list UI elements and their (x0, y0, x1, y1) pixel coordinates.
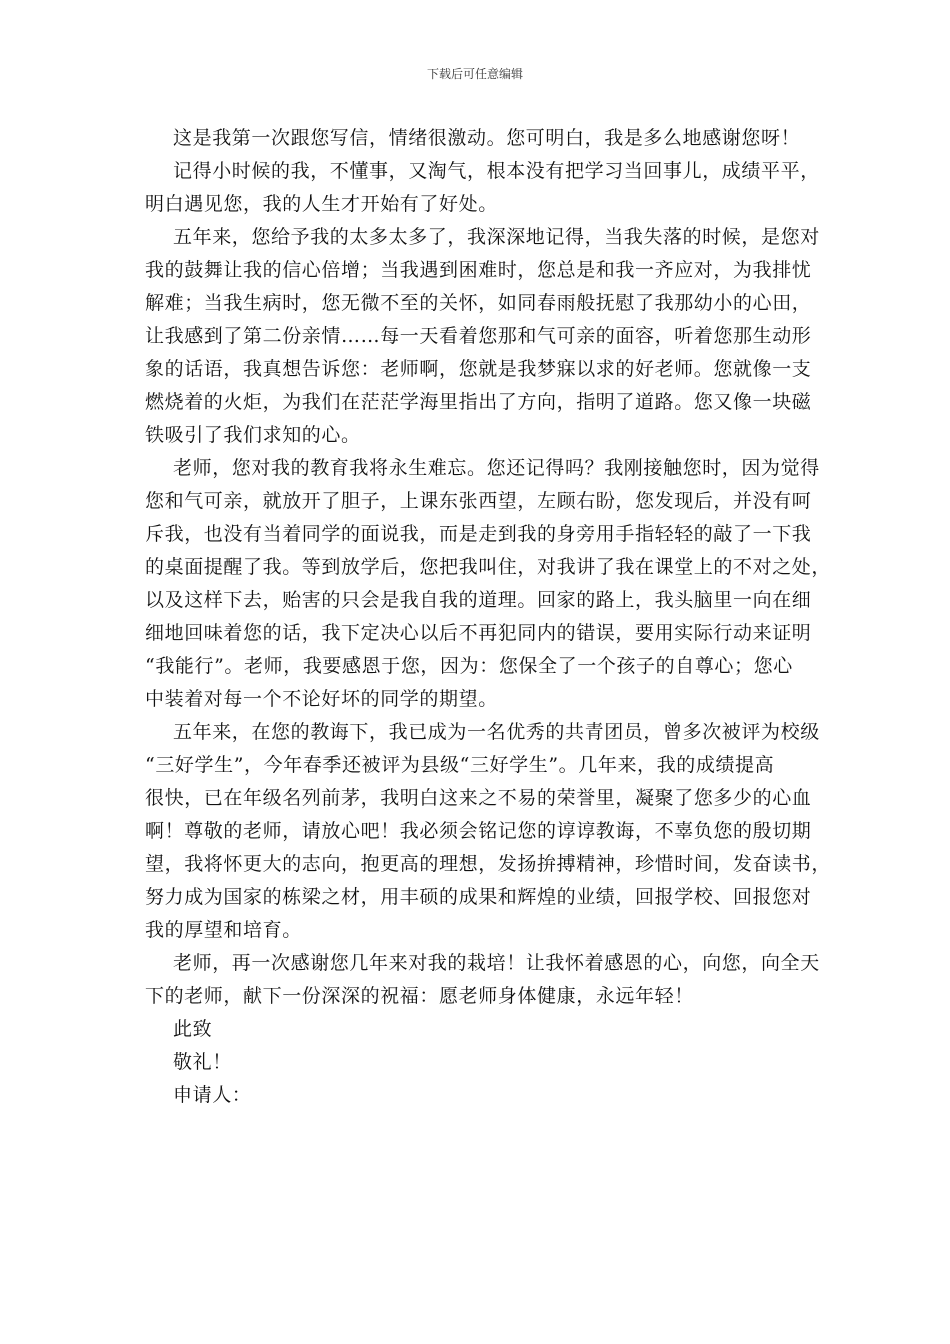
letter-line: 啊！尊敬的老师，请放心吧！我必须会铭记您的谆谆教诲，不辜负您的殷切期 (145, 820, 812, 842)
letter-line: 让我感到了第二份亲情……每一天看着您那和气可亲的面容，听着您那生动形 (145, 325, 812, 347)
letter-line: 斥我，也没有当着同学的面说我，而是走到我的身旁用手指轻轻的敲了一下我 (145, 523, 812, 545)
letter-line: 五年来，您给予我的太多太多了，我深深地记得，当我失落的时候，是您对 (173, 226, 820, 248)
letter-line: 中装着对每一个不论好坏的同学的期望。 (145, 688, 498, 710)
letter-line: 这是我第一次跟您写信，情绪很激动。您可明白，我是多么地感谢您呀！ (173, 127, 801, 149)
letter-line: 老师，再一次感谢您几年来对我的栽培！让我怀着感恩的心，向您，向全天 (173, 952, 820, 974)
letter-line: 望，我将怀更大的志向，抱更高的理想，发扬拚搏精神，珍惜时间，发奋读书， (145, 853, 832, 875)
page-header: 下载后可任意编辑 (426, 67, 523, 81)
letter-line: “三好学生”，今年春季还被评为县级“三好学生”。几年来，我的成绩提高 (145, 754, 775, 776)
letter-line: 以及这样下去，贻害的只会是我自我的道理。回家的路上，我头脑里一向在细 (145, 589, 812, 611)
applicant-label: 申请人： (173, 1084, 252, 1106)
letter-line: 铁吸引了我们求知的心。 (145, 424, 361, 446)
letter-line: 很快，已在年级名列前茅，我明白这来之不易的荣誉里，凝聚了您多少的心血 (145, 787, 812, 809)
letter-line: 象的话语，我真想告诉您：老师啊，您就是我梦寐以求的好老师。您就像一支 (145, 358, 812, 380)
letter-line: 老师，您对我的教育我将永生难忘。您还记得吗？我刚接触您时，因为觉得 (173, 457, 820, 479)
letter-line: 努力成为国家的栋梁之材，用丰硕的成果和辉煌的业绩，回报学校、回报您对 (145, 886, 812, 908)
letter-line: 解难；当我生病时，您无微不至的关怀，如同春雨般抚慰了我那幼小的心田， (145, 292, 812, 314)
letter-line: 我的鼓舞让我的信心倍增；当我遇到困难时，您总是和我一齐应对，为我排忧 (145, 259, 812, 281)
letter-line: 五年来，在您的教诲下，我已成为一名优秀的共青团员，曾多次被评为校级 (173, 721, 820, 743)
letter-line: 燃烧着的火炬，为我们在茫茫学海里指出了方向，指明了道路。您又像一块磁 (145, 391, 812, 413)
letter-line: 细地回味着您的话，我下定决心以后不再犯同内的错误，要用实际行动来证明 (145, 622, 812, 644)
letter-line: “我能行”。老师，我要感恩于您，因为：您保全了一个孩子的自尊心；您心 (145, 655, 793, 677)
letter-line: 您和气可亲，就放开了胆子，上课东张西望，左顾右盼，您发现后，并没有呵 (145, 490, 812, 512)
letter-line: 我的厚望和培育。 (145, 919, 302, 941)
closing-respect: 敬礼！ (173, 1051, 232, 1073)
letter-line: 的桌面提醒了我。等到放学后，您把我叫住，对我讲了我在课堂上的不对之处， (145, 556, 832, 578)
closing-salutation: 此致 (173, 1018, 213, 1040)
letter-body (145, 122, 832, 1112)
letter-line: 下的老师，献下一份深深的祝福：愿老师身体健康，永远年轻！ (145, 985, 694, 1007)
letter-line: 明白遇见您，我的人生才开始有了好处。 (145, 193, 498, 215)
letter-line: 记得小时候的我，不懂事，又淘气，根本没有把学习当回事儿，成绩平平， (173, 160, 820, 182)
